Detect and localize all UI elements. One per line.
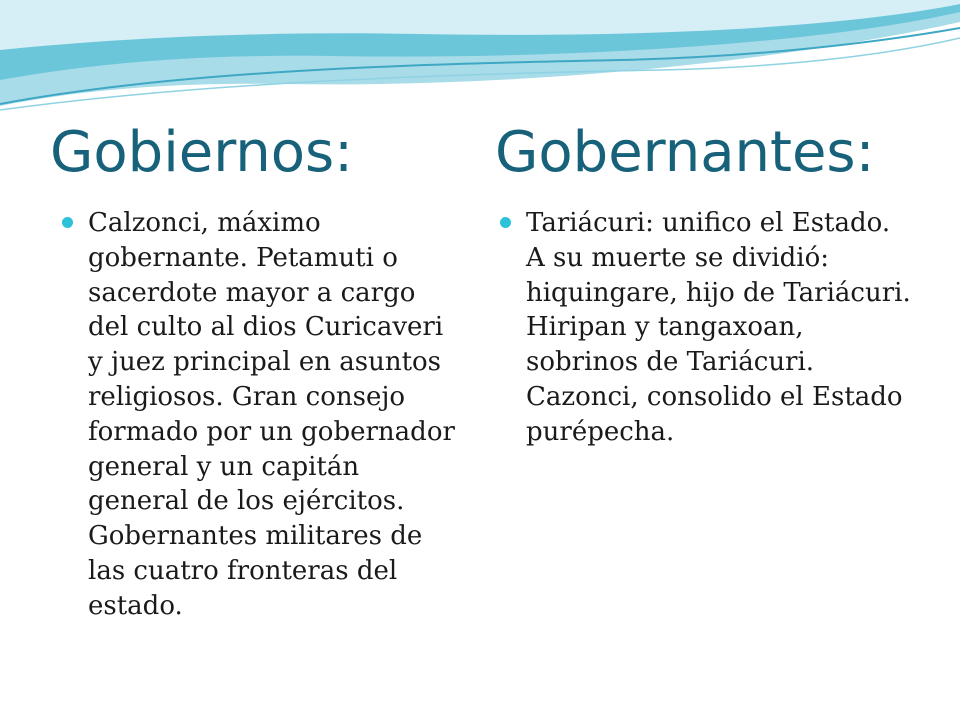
list-item: [500, 206, 912, 450]
heading-gobiernos: Gobiernos:: [50, 120, 354, 185]
heading-gobernantes: Gobernantes:: [495, 120, 875, 185]
bullet-dot-icon: [62, 217, 73, 228]
gobernantes-text: Tariácuri: unifico el Estado. A su muerte se dividió: hiquingare, hijo de Tariácuri. Hiripan y tangaxoan, sobrinos de Tariácuri. Cazonci, consolido el Estado purépecha.: [526, 208, 911, 447]
gobernantes-list: [500, 206, 912, 450]
decorative-wave-header: [0, 0, 960, 120]
list-item: [62, 206, 460, 624]
gobiernos-list: [62, 206, 460, 624]
gobiernos-text: Calzonci, máximo gobernante. Petamuti o sacerdote mayor a cargo del culto al dios Curicaveri y juez principal en asuntos religiosos. Gran consejo formado por un gobernador general y un capitán general de los ejércitos. Gobernantes militares de las cuatro fronteras del estado.: [88, 208, 455, 621]
bullet-dot-icon: [500, 217, 511, 228]
